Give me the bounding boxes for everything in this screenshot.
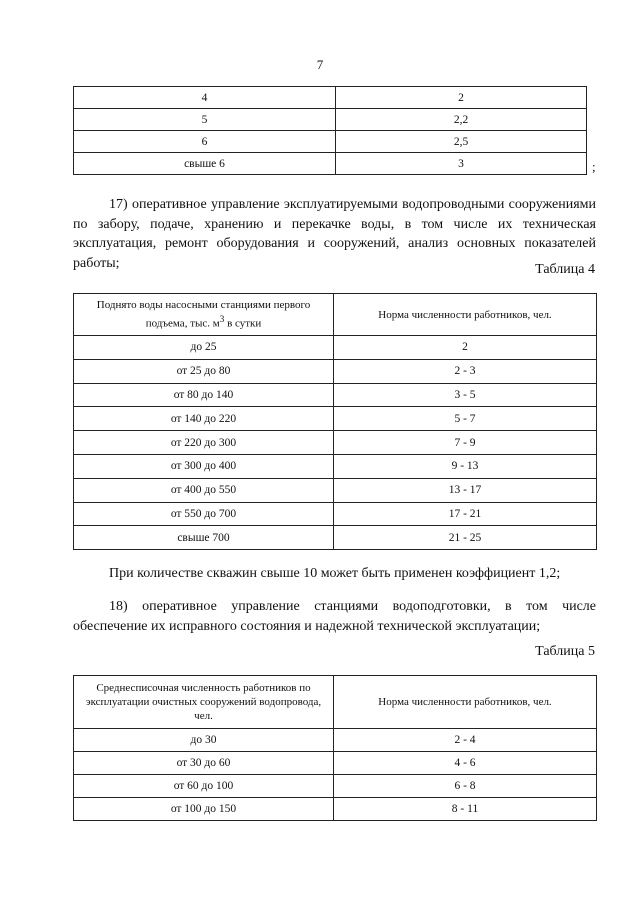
table-cell: 4 - 6 [334, 752, 597, 775]
table-cell: 2,2 [336, 109, 587, 131]
table-cell: от 80 до 140 [74, 383, 334, 407]
item-17-text: оперативное управление эксплуатируемыми водопроводными сооружениями по забору, подаче, хранению и перекачке воды, в том числе их техническая эксплуатация, ремонт оборудования и сооружений, анализ основных показателей работы; [73, 197, 596, 271]
table-row [74, 798, 597, 821]
table-row [74, 336, 597, 360]
table-4-header-volume: Поднято воды насосными станциями первого подъема, тыс. $м^3$ в сутки [74, 294, 334, 336]
table-row [74, 431, 597, 455]
table-cell: 13 - 17 [334, 478, 597, 502]
table-cell: 4 [74, 87, 336, 109]
table-cell: 3 - 5 [334, 383, 597, 407]
table-cell: от 30 до 60 [74, 752, 334, 775]
table-cell: 3 [336, 153, 587, 175]
table-cell: 2 [334, 336, 597, 360]
table-cell: 7 - 9 [334, 431, 597, 455]
table-cell: 5 - 7 [334, 407, 597, 431]
table-row [74, 131, 587, 153]
table-4-caption: Таблица 4 [535, 262, 595, 277]
table-row [74, 153, 587, 175]
table-5 [73, 675, 597, 821]
table-3-semicolon: ; [592, 159, 596, 174]
item-17-paragraph [73, 195, 596, 273]
table-3-continuation [73, 86, 587, 175]
table-cell: от 140 до 220 [74, 407, 334, 431]
table-row [74, 407, 597, 431]
table-row [74, 502, 597, 526]
table-row [74, 752, 597, 775]
note-wells-text: При количестве скважин свыше 10 может быть применен коэффициент 1,2; [109, 566, 561, 581]
table-header-row [74, 294, 597, 336]
table-cell: 21 - 25 [334, 526, 597, 550]
item-17-number: 17) [109, 197, 128, 212]
table-row [74, 526, 597, 550]
table-cell: 8 - 11 [334, 798, 597, 821]
table-row [74, 454, 597, 478]
table-5-header-norm: Норма численности работников, чел. [334, 676, 597, 729]
table-cell: от 25 до 80 [74, 359, 334, 383]
table-row [74, 87, 587, 109]
item-18-number: 18) [109, 599, 128, 614]
table-row [74, 109, 587, 131]
table-cell: 6 [74, 131, 336, 153]
table-cell: 6 - 8 [334, 775, 597, 798]
table-cell: до 30 [74, 729, 334, 752]
table-4-header-norm: Норма численности работников, чел. [334, 294, 597, 336]
table-cell: свыше 6 [74, 153, 336, 175]
table-row [74, 359, 597, 383]
table-cell: 2 [336, 87, 587, 109]
table-cell: 17 - 21 [334, 502, 597, 526]
table-cell: от 550 до 700 [74, 502, 334, 526]
table-header-row [74, 676, 597, 729]
table-cell: от 220 до 300 [74, 431, 334, 455]
table-row [74, 775, 597, 798]
table-row [74, 729, 597, 752]
table-4 [73, 293, 597, 550]
item-18-paragraph [73, 597, 596, 636]
table-cell: от 100 до 150 [74, 798, 334, 821]
table-cell: 2 - 3 [334, 359, 597, 383]
item-18-text: оперативное управление станциями водоподготовки, в том числе обеспечение их исправного состояния и надежной технической эксплуатации; [73, 599, 597, 634]
table-cell: до 25 [74, 336, 334, 360]
table-row [74, 478, 597, 502]
table-row [74, 383, 597, 407]
table-cell: 2,5 [336, 131, 587, 153]
note-wells-paragraph [73, 564, 596, 584]
table-cell: от 60 до 100 [74, 775, 334, 798]
page-number: 7 [316, 57, 324, 72]
table-cell: 5 [74, 109, 336, 131]
table-cell: свыше 700 [74, 526, 334, 550]
table-cell: 2 - 4 [334, 729, 597, 752]
table-5-caption: Таблица 5 [535, 644, 595, 659]
table-5-header-staff: Среднесписочная численность работников по эксплуатации очистных сооружений водопровода, чел. [74, 676, 334, 729]
table-cell: 9 - 13 [334, 454, 597, 478]
table-cell: от 300 до 400 [74, 454, 334, 478]
table-cell: от 400 до 550 [74, 478, 334, 502]
